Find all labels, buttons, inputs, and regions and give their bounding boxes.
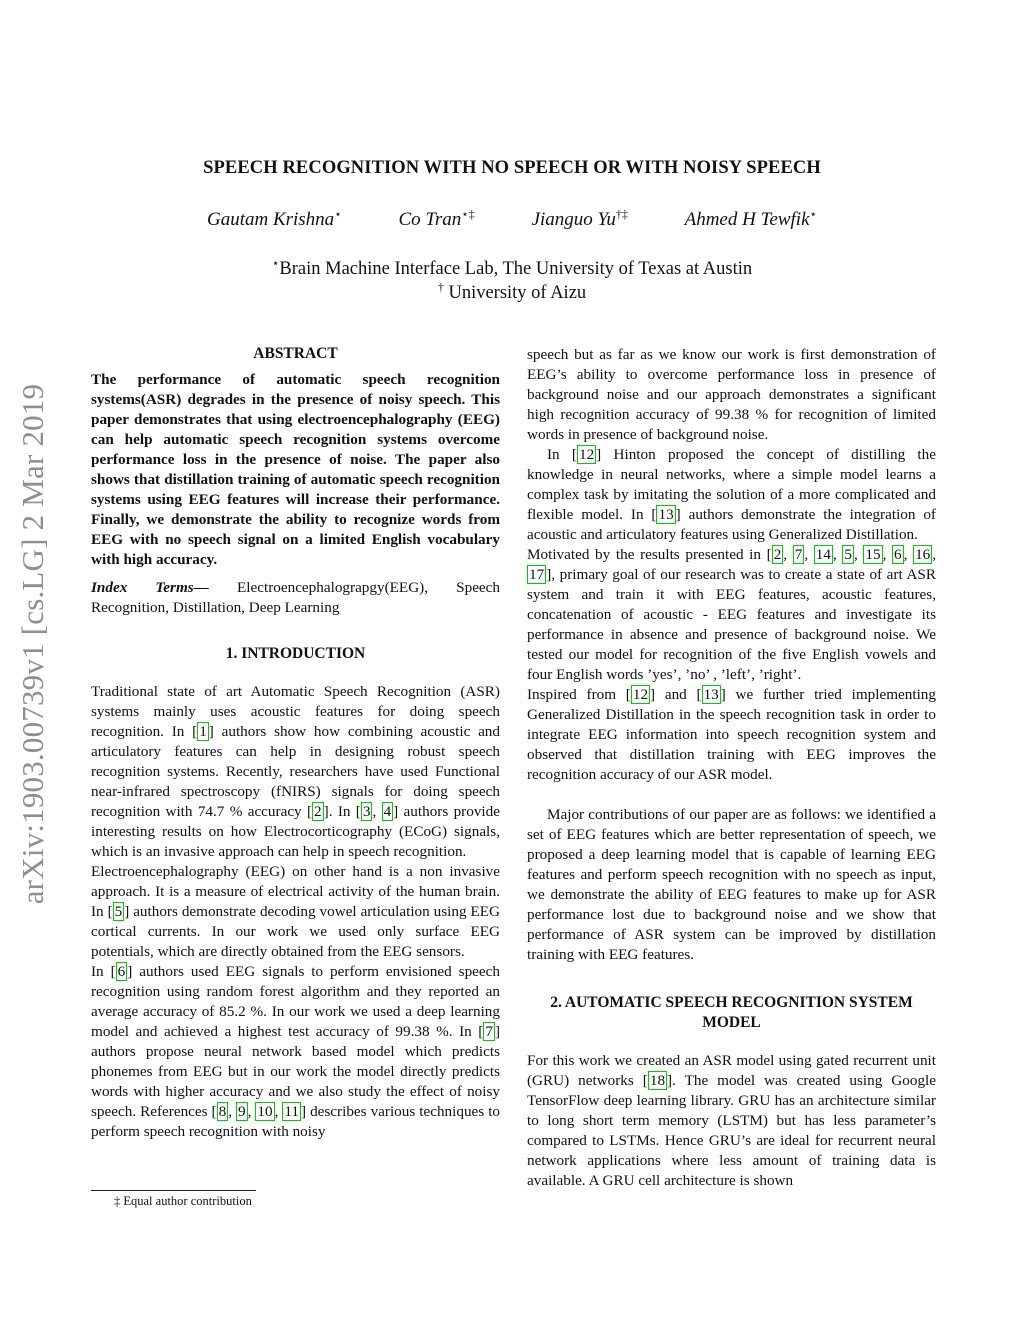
citation-link[interactable]: 2 [773,546,782,563]
right-column [527,345,936,1191]
citation-link[interactable]: 12 [632,686,649,703]
citation-link[interactable]: 10 [257,1103,273,1120]
citation-link[interactable]: 6 [894,546,902,563]
citation-link[interactable]: 5 [114,903,123,920]
abstract-heading: ABSTRACT [253,345,338,362]
citation-link[interactable]: 2 [314,803,322,820]
section-heading: 2. AUTOMATIC SPEECH RECOGNITION SYSTEM MODEL [550,994,913,1031]
citation-link[interactable]: 16 [915,546,931,563]
citation-link[interactable]: 13 [658,506,674,523]
citation-link[interactable]: 12 [578,446,595,463]
affiliation: ⋆Brain Machine Interface Lab, The University of Texas at Austin [271,256,753,280]
citation-link[interactable]: 13 [703,686,719,703]
affiliation: † University of Aizu [437,280,587,304]
paragraph: In [ 12 ] Hinton proposed the concept of distilling the knowledge in neural networks, where a simple model learns a complex task by imitating the solution of a more complicated and flexible model. In [ 13 ] authors demonstrate the integration of acoustic and articulatory features using Generalized Distillation. [527,446,936,543]
citation-link[interactable]: 15 [865,546,881,563]
citation-link[interactable]: 18 [649,1072,666,1089]
footnote: ‡ Equal author contribution [114,1194,252,1208]
paragraph: In [ 6 ] authors used EEG signals to perform envisioned speech recognition using random forest algorithm and they reported an average accuracy of 85.2 %. In our work we used a deep learning model and achieved a highest test accuracy of 99.38 %. In [ 7 ] authors propose neural network based model which predicts phonemes from EEG but in our work the model directly predicts words with higher accuracy and we also study the effect of noisy speech. References [ 8 , 9 , 10 , 11 ] describes various techniques to perform speech recognition with noisy [91,963,501,1140]
author: Ahmed H Tewfik⋆ [684,207,818,231]
citation-link[interactable]: 17 [529,566,545,583]
author: Co Tran⋆‡ [398,207,475,231]
author: Gautam Krishna⋆ [206,207,342,231]
citation-link[interactable]: 6 [117,963,126,980]
paragraph: Motivated by the results presented in [ 2 , 7 , 14 , 5 , 15 , 6 , 16 , 17 ], primary goal of our research was to create a state of art ASR system and train it with EEG features, acoustic features, concatenation of acoustic - EEG features and investigate its performance in absence and presence of background noise. We tested our model for recognition of the five English vowels and four English words ’yes’, ’no’ , ’left’, ’right’. [527,546,937,683]
abstract-text: The performance of automatic speech recognition systems(ASR) degrades in the presence of noisy speech. This paper demonstrates that using electroencephalography (EEG) can help automatic speech recognition systems overcome performance loss in the presence of noise. The paper also shows that distillation training of automatic speech recognition systems using EEG features will increase their performance. Finally, we demonstrate the ability to recognize words from EEG with no speech signal on a limited English vocabulary with high accuracy. [91,371,500,568]
citation-link[interactable]: 9 [238,1103,246,1120]
citation-link[interactable]: 8 [218,1103,227,1120]
section-heading: 1. INTRODUCTION [225,645,366,662]
paragraph: Electroencephalography (EEG) on other hand is a non invasive approach. It is a measure of electrical activity of the human brain. In [ 5 ] authors demonstrate decoding vowel articulation using EEG cortical currents. In our work we used only surface EEG potentials, which are directly obtained from the EEG sensors. [91,863,500,960]
footnote-divider [91,1190,256,1191]
author-list [0,207,1024,231]
citation-link[interactable]: 7 [485,1023,493,1040]
index-terms: Index Terms— Electroencephalograpgy(EEG), Speech Recognition, Distillation, Deep Learning [91,579,501,616]
citation-link[interactable]: 3 [362,803,371,820]
author: Jianguo Yu†‡ [531,207,628,231]
left-column [91,344,500,1142]
paragraph: Inspired from [ 12 ] and [ 13 ] we further tried implementing Generalized Distillation in the speech recognition task in order to integrate EEG information into speech recognition system and observed that distillation training with EEG improves the recognition accuracy of our ASR model. [527,686,936,783]
citation-link[interactable]: 11 [284,1103,300,1120]
paragraph: Traditional state of art Automatic Speech Recognition (ASR) systems mainly uses acoustic features for doing speech recognition. In [ 1 ] authors show how combining acoustic and articulatory features can help in designing robust speech recognition systems. Recently, researchers have used Functional near-infrared spectroscopy (fNIRS) signals for doing speech recognition with 74.7 % accuracy [ 2 ]. In [ 3 , 4 ] authors provide interesting results on how Electrocorticography (ECoG) signals, which is an invasive approach can help in speech recognition. [91,683,500,860]
paper-title: SPEECH RECOGNITION WITH NO SPEECH OR WITH NOISY SPEECH [203,158,821,178]
citation-link[interactable]: 14 [815,546,831,563]
paragraph: For this work we created an ASR model using gated recurrent unit (GRU) networks [ 18 ]. The model was created using Google TensorFlow deep learning library. GRU has an architecture similar to long short term memory (LSTM) but has less parameter’s compared to LSTMs. Hence GRU’s are ideal for recurrent neural network applications where less amount of training data is available. A GRU cell architecture is shown [527,1052,937,1189]
arxiv-identifier: arXiv:1903.00739v1 [cs.LG] 2 Mar 2019 [15,383,50,905]
paragraph: Major contributions of our paper are as follows: we identified a set of EEG features which are better representation of speech, we proposed a deep learning model that is capable of learning EEG features and perform speech recognition with no speech as input, we demonstrate the ability of EEG features to make up for ASR performance lost due to background noise and we show that performance of ASR system can be improved by distillation training with EEG features. [527,806,936,963]
citation-link[interactable]: 5 [844,546,852,563]
citation-link[interactable]: 7 [794,546,803,563]
paragraph: speech but as far as we know our work is first demonstration of EEG’s ability to overcome performance loss in presence of background noise and our approach demonstrates a significant high recognition accuracy of 99.38 % for recognition of limited words in presence of background noise. [527,346,936,443]
citation-link[interactable]: 4 [383,803,392,820]
citation-link[interactable]: 1 [199,723,207,740]
